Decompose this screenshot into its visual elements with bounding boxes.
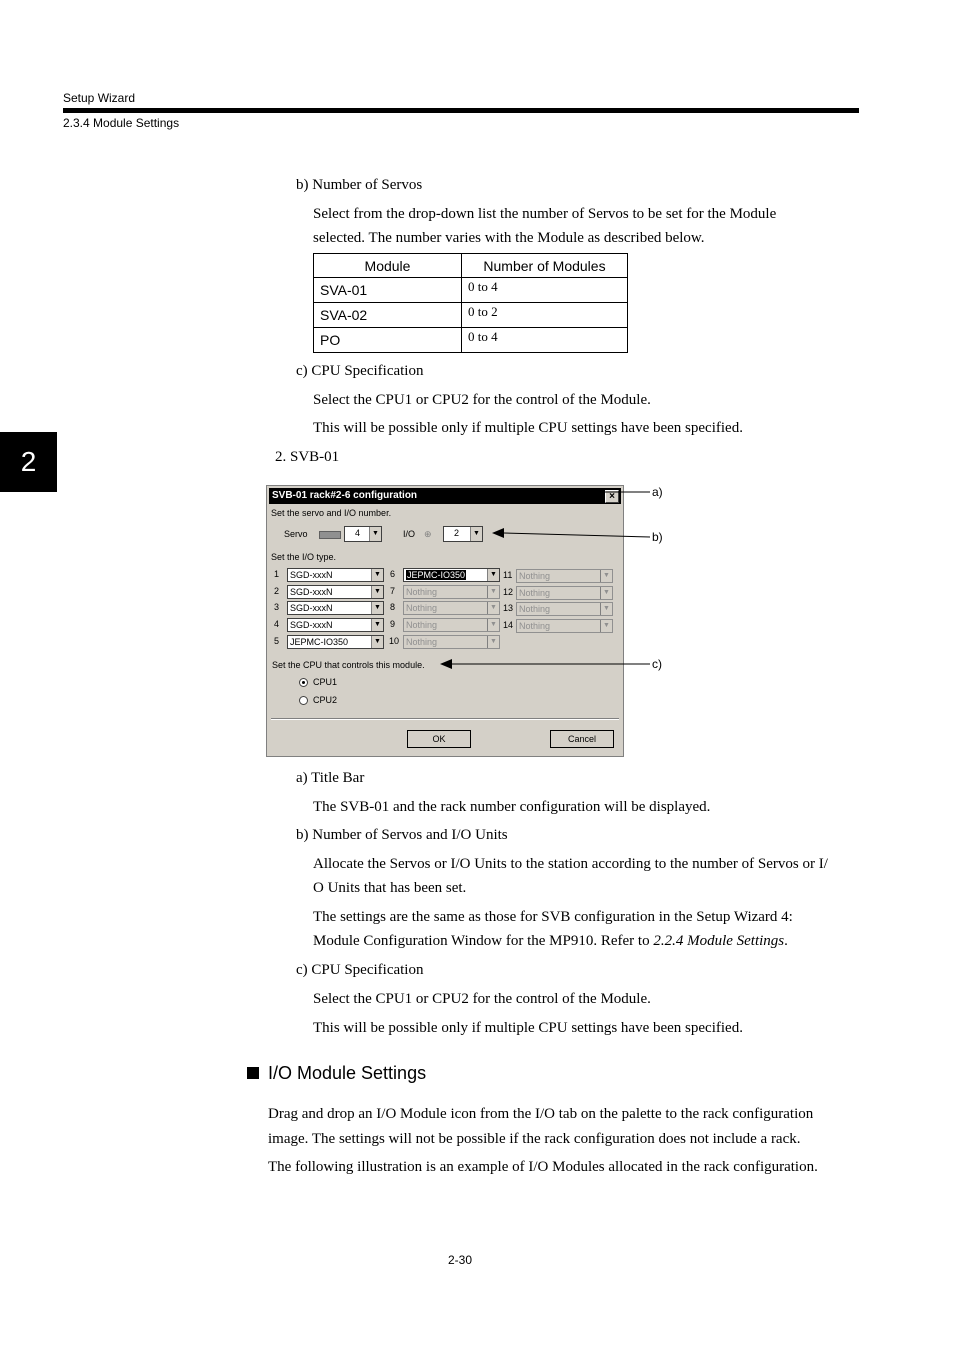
slot-number: 4: [274, 619, 280, 629]
explain-b-text1: Allocate the Servos or I/O Units to the station according to the number of Servos or I/: [313, 856, 828, 872]
chevron-down-icon: ▼: [600, 603, 612, 615]
slot-number: 3: [274, 602, 280, 612]
io-para1: Drag and drop an I/O Module icon from the I/O tab on the palette to the rack configuration: [268, 1106, 814, 1122]
table-row: [314, 278, 628, 303]
table-cell: 0 to 4: [462, 328, 628, 353]
io-icon: ⊕: [424, 529, 432, 539]
io-type-select-6[interactable]: JEPMC-IO350 ▼: [403, 568, 500, 582]
slot-number: 2: [274, 586, 280, 596]
ok-button[interactable]: OK: [407, 730, 471, 748]
io-para2: image. The settings will not be possible if the rack configuration does not include a rack.: [268, 1131, 801, 1147]
io-type-select-14[interactable]: Nothing ▼: [516, 619, 613, 633]
chapter-tab: 2: [0, 432, 57, 492]
io-type-select-13[interactable]: Nothing ▼: [516, 602, 613, 616]
io-type-select-9[interactable]: Nothing ▼: [403, 618, 500, 632]
svb-heading: 2. SVB-01: [275, 449, 340, 465]
table-row: [314, 328, 628, 353]
slot-number: 13: [503, 603, 514, 613]
io-para3: The following illustration is an example of I/O Modules allocated in the rack configuration.: [268, 1159, 818, 1175]
slot-number: 14: [503, 620, 514, 630]
chevron-down-icon: ▼: [369, 527, 381, 541]
chevron-down-icon: ▼: [371, 602, 383, 614]
table-row: [314, 303, 628, 328]
io-type-select-1[interactable]: SGD-xxxN ▼: [287, 568, 384, 582]
servo-count-select[interactable]: 4 ▼: [344, 526, 382, 542]
servo-table: [313, 253, 628, 353]
io-label: I/O: [403, 529, 416, 539]
callout-arrow-b: [492, 528, 504, 538]
slot-number: 11: [503, 570, 513, 580]
io-type-select-8[interactable]: Nothing ▼: [403, 601, 500, 615]
header-rule: [63, 108, 859, 113]
header-subsection: 2.3.4 Module Settings: [63, 116, 180, 130]
servos-heading: b) Number of Servos: [296, 177, 423, 193]
cpu1-radio[interactable]: [299, 678, 308, 687]
cpu2-radio[interactable]: [299, 696, 308, 705]
explain-b-heading: b) Number of Servos and I/O Units: [296, 827, 508, 843]
callout-c: c): [652, 657, 662, 671]
table-header: Module: [314, 254, 462, 278]
square-bullet-icon: [247, 1067, 259, 1079]
table-cell: PO: [314, 328, 462, 353]
slot-number: 6: [390, 569, 396, 579]
io-type-label: Set the I/O type.: [271, 552, 337, 562]
cpu2-label: CPU2: [313, 695, 338, 705]
cross-reference: 2.2.4 Module Settings: [653, 933, 785, 949]
slot-number: 1: [274, 569, 280, 579]
io-type-select-10[interactable]: Nothing ▼: [403, 635, 500, 649]
chevron-down-icon: ▼: [371, 636, 383, 648]
explain-c-text1: Select the CPU1 or CPU2 for the control of the Module.: [313, 991, 651, 1007]
io-type-select-2[interactable]: SGD-xxxN ▼: [287, 585, 384, 599]
slot-number: 5: [274, 636, 280, 646]
chevron-down-icon: ▼: [600, 620, 612, 632]
slot-number: 8: [390, 602, 396, 612]
io-type-select-7[interactable]: Nothing ▼: [403, 585, 500, 599]
callout-b: b): [652, 530, 663, 544]
header-section: Setup Wizard: [63, 91, 136, 105]
cpu1-label: CPU1: [313, 677, 338, 687]
explain-a-heading: a) Title Bar: [296, 770, 365, 786]
io-count-select[interactable]: 2 ▼: [443, 526, 483, 542]
slot-number: 12: [503, 587, 514, 597]
io-type-select-11[interactable]: Nothing ▼: [516, 569, 613, 583]
cpu-para1: Select the CPU1 or CPU2 for the control of the Module.: [313, 392, 651, 408]
table-header-row: [314, 254, 628, 278]
table-cell: 0 to 4: [462, 278, 628, 303]
table-cell: SVA-01: [314, 278, 462, 303]
explain-b-text2: O Units that has been set.: [313, 880, 467, 896]
servos-para1: Select from the drop-down list the number of Servos to be set for the Module: [313, 206, 777, 222]
explain-c-text2: This will be possible only if multiple CPU settings have been specified.: [313, 1020, 743, 1036]
dialog-separator: [271, 718, 619, 720]
slot-number: 9: [390, 619, 396, 629]
chevron-down-icon: ▼: [487, 586, 499, 598]
explain-b-text4: Module Configuration Window for the MP910. Refer to 2.2.4 Module Settings.: [313, 933, 788, 949]
cancel-button[interactable]: Cancel: [550, 730, 614, 748]
chevron-down-icon: ▼: [487, 569, 499, 581]
slot-number: 10: [389, 636, 400, 646]
chevron-down-icon: ▼: [371, 569, 383, 581]
servo-label: Servo: [284, 529, 308, 539]
chevron-down-icon: ▼: [470, 527, 482, 541]
set-servo-io-label: Set the servo and I/O number.: [271, 508, 392, 518]
slot-number: 7: [390, 586, 396, 596]
cpu-para2: This will be possible only if multiple CPU settings have been specified.: [313, 420, 743, 436]
table-cell: SVA-02: [314, 303, 462, 328]
io-type-select-5[interactable]: JEPMC-IO350 ▼: [287, 635, 384, 649]
chevron-down-icon: ▼: [371, 619, 383, 631]
callout-line-b: [504, 533, 650, 537]
page-number: 2-30: [448, 1253, 473, 1267]
explain-c-heading: c) CPU Specification: [296, 962, 424, 978]
io-type-select-3[interactable]: SGD-xxxN ▼: [287, 601, 384, 615]
close-icon[interactable]: ×: [605, 490, 619, 503]
chevron-down-icon: ▼: [487, 636, 499, 648]
explain-b-text3: The settings are the same as those for SVB configuration in the Setup Wizard 4:: [313, 909, 793, 925]
explain-a-text: The SVB-01 and the rack number configuration will be displayed.: [313, 799, 711, 815]
chevron-down-icon: ▼: [600, 570, 612, 582]
chevron-down-icon: ▼: [487, 602, 499, 614]
callout-arrow-c: [440, 659, 452, 669]
servos-para2: selected. The number varies with the Module as described below.: [313, 230, 705, 246]
callout-a: a): [652, 485, 663, 499]
table-header: Number of Modules: [462, 254, 628, 278]
chevron-down-icon: ▼: [371, 586, 383, 598]
table-cell: 0 to 2: [462, 303, 628, 328]
cpu-heading: c) CPU Specification: [296, 363, 424, 379]
io-section-heading: I/O Module Settings: [268, 1063, 427, 1083]
chevron-down-icon: ▼: [600, 587, 612, 599]
io-type-select-4[interactable]: SGD-xxxN ▼: [287, 618, 384, 632]
cpu-control-label: Set the CPU that controls this module.: [272, 660, 425, 670]
dialog-title: SVB-01 rack#2-6 configuration: [272, 490, 418, 501]
io-type-select-12[interactable]: Nothing ▼: [516, 586, 613, 600]
servo-icon: [319, 531, 341, 539]
chevron-down-icon: ▼: [487, 619, 499, 631]
callout-arrows: [420, 485, 680, 675]
